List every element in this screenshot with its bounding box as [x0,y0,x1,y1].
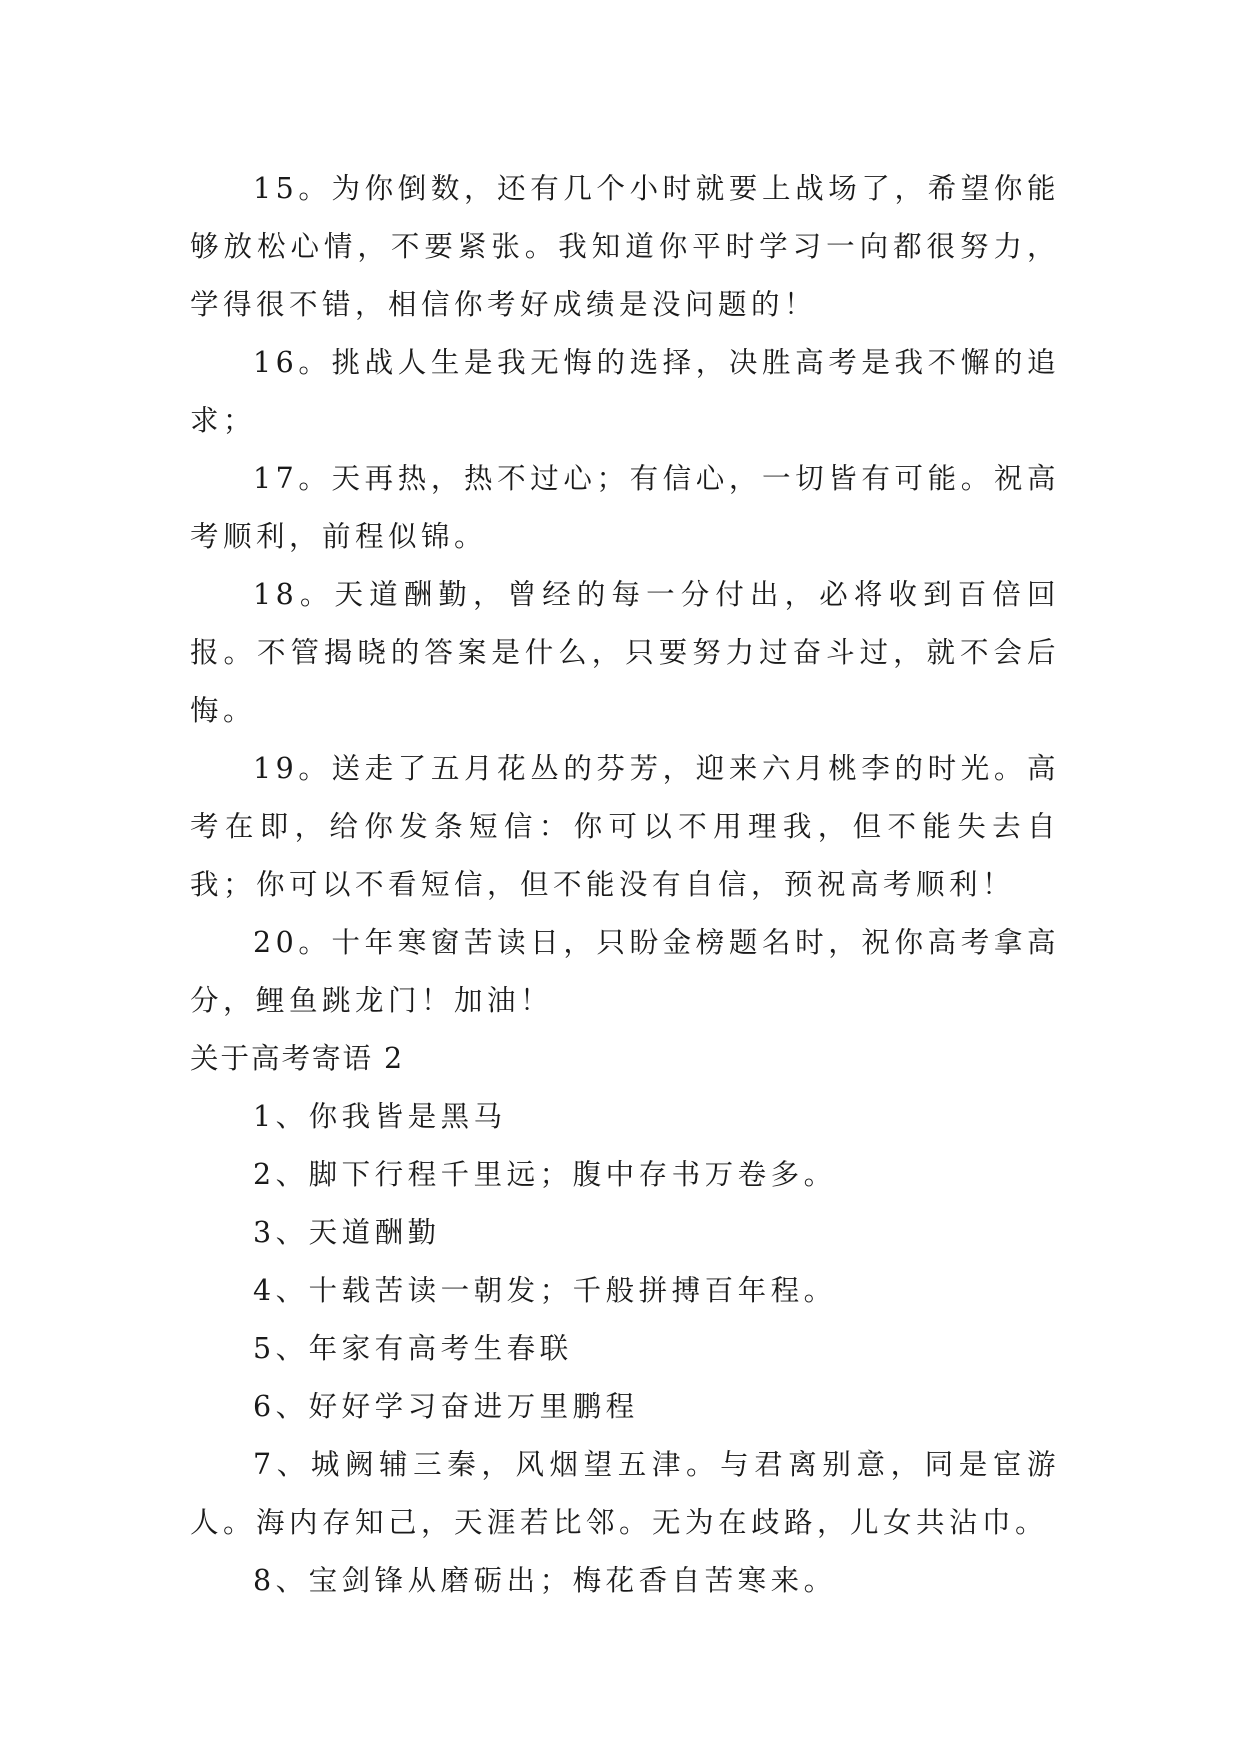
paragraph-16: 16。挑战人生是我无悔的选择，决胜高考是我不懈的追求； [190,346,1060,437]
paragraph-15: 15。为你倒数，还有几个小时就要上战场了，希望你能够放松心情，不要紧张。我知道你平时学习一向都很努力，学得很不错，相信你考好成绩是没问题的！ [190,172,1060,321]
paragraph-18: 18。天道酬勤，曾经的每一分付出，必将收到百倍回报。不管揭晓的答案是什么，只要努力过奋斗过，就不会后悔。 [190,578,1060,727]
list-item-8: 8、宝剑锋从磨砺出；梅花香自苦寒来。 [253,1564,837,1597]
document-body [190,160,1060,1610]
paragraph-19: 19。送走了五月花丛的芬芳，迎来六月桃李的时光。高考在即，给你发条短信：你可以不用理我，但不能失去自我；你可以不看短信，但不能没有自信，预祝高考顺利！ [190,752,1060,901]
list-item-6: 6、好好学习奋进万里鹏程 [253,1390,639,1423]
list-item-4: 4、十载苦读一朝发；千般拼搏百年程。 [253,1274,837,1307]
list-item-7: 7、城阙辅三秦，风烟望五津。与君离别意，同是宦游人。海内存知己，天涯若比邻。无为在歧路，儿女共沾巾。 [190,1448,1060,1539]
paragraph-20: 20。十年寒窗苦读日，只盼金榜题名时，祝你高考拿高分，鲤鱼跳龙门！加油！ [190,926,1060,1017]
list-item-5: 5、年家有高考生春联 [253,1332,573,1365]
paragraph-17: 17。天再热，热不过心；有信心，一切皆有可能。祝高考顺利，前程似锦。 [190,462,1060,553]
section-heading: 关于高考寄语 2 [190,1042,405,1075]
list-item-3: 3、天道酬勤 [253,1216,441,1249]
list-item-1: 1、你我皆是黑马 [253,1100,507,1133]
list-item-2: 2、脚下行程千里远；腹中存书万卷多。 [253,1158,837,1191]
